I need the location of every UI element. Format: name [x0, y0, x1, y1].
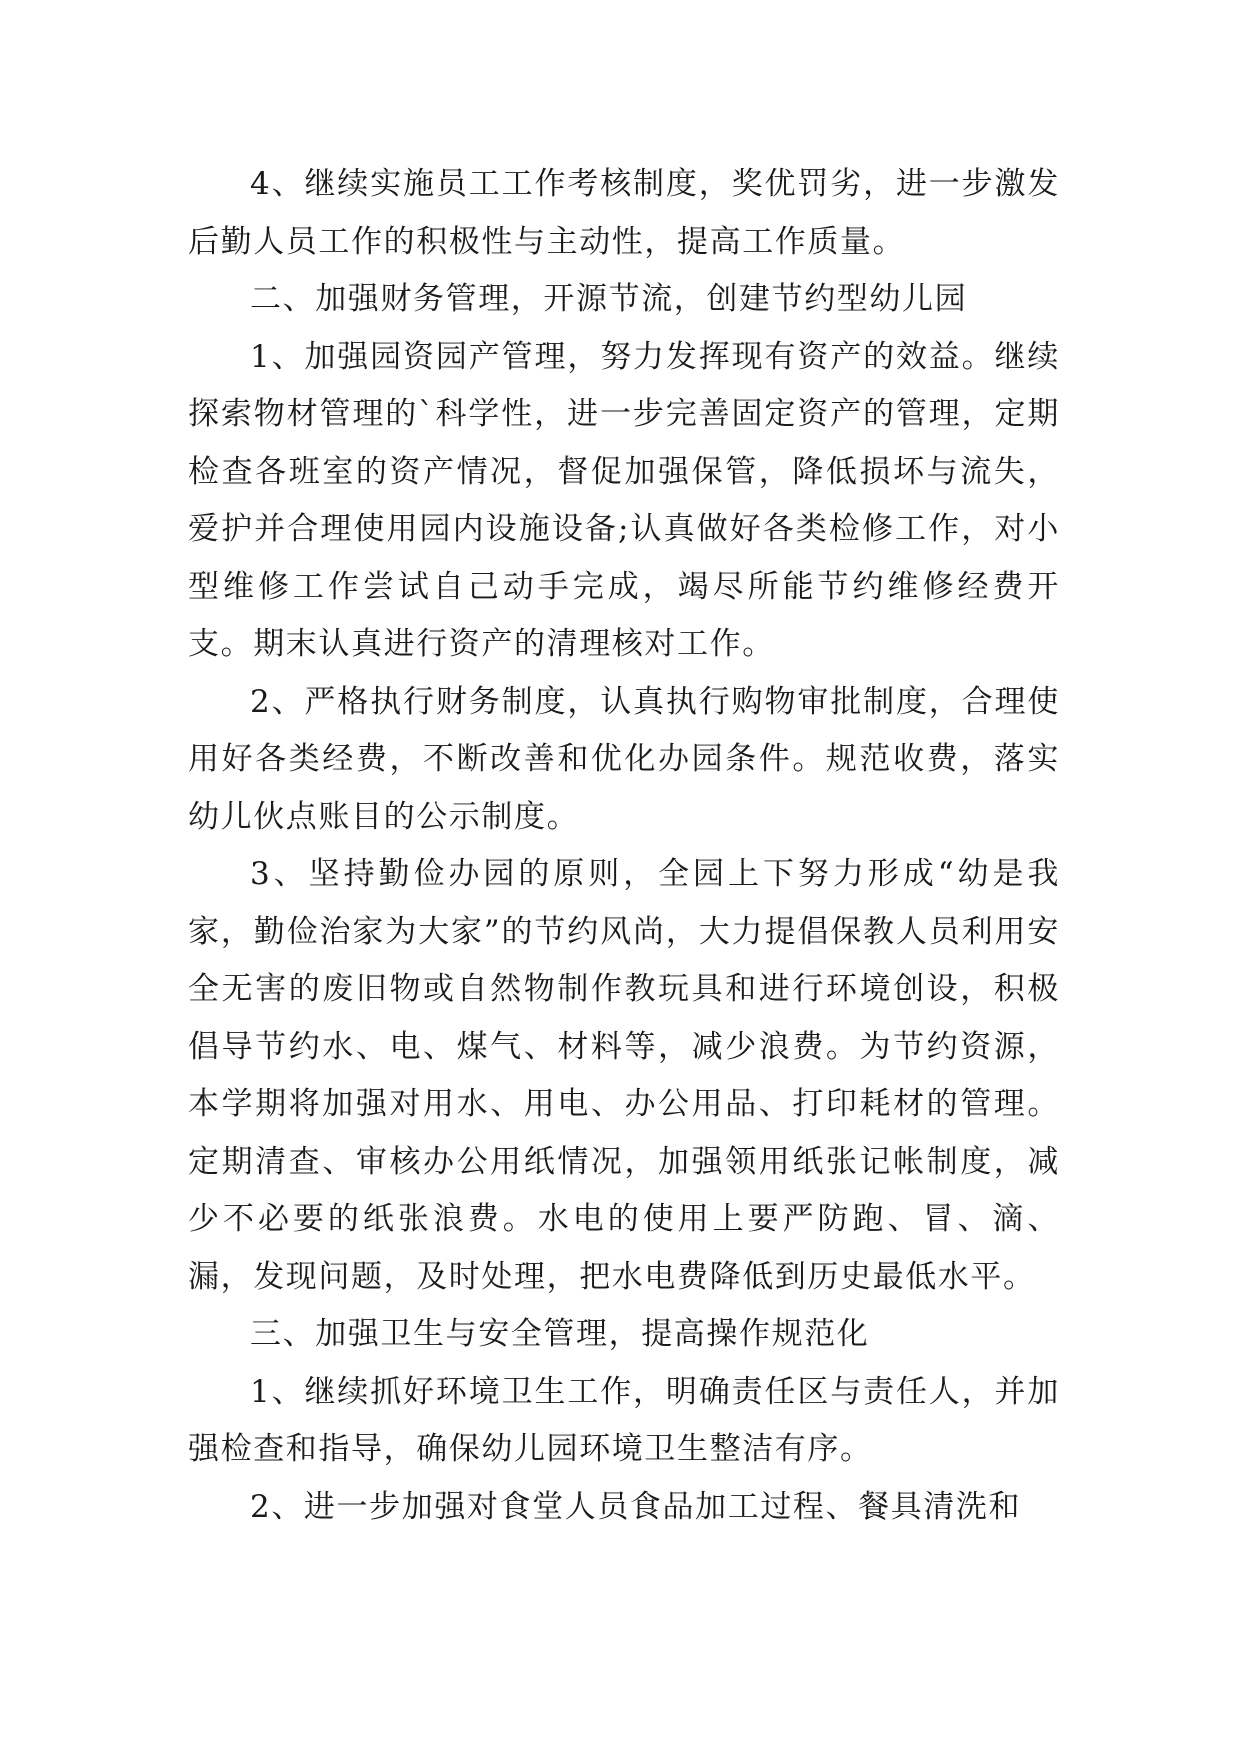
paragraph-item-3-thrift: 3、坚持勤俭办园的原则，全园上下努力形成“幼是我家，勤俭治家为大家”的节约风尚，大力提倡保教人员利用安全无害的废旧物或自然物制作教玩具和进行环境创设，积极倡导节约水、电、煤气、材料等，减少浪费。为节约资源，本学期将加强对用水、用电、办公用品、打印耗材的管理。定期清查、审核办公用纸情况，加强领用纸张记帐制度，减少不必要的纸张浪费。水电的使用上要严防跑、冒、滴、漏，发现问题，及时处理，把水电费降低到历史最低水平。	[188, 856, 1060, 1295]
section-heading-finance: 二、加强财务管理，开源节流，创建节约型幼儿园	[250, 281, 968, 317]
section-heading-hygiene-safety: 三、加强卫生与安全管理，提高操作规范化	[250, 1316, 870, 1352]
paragraph-item-1-asset-management: 1、加强园资园产管理，努力发挥现有资产的效益。继续探索物材管理的`科学性，进一步完善固定资产的管理，定期检查各班室的资产情况，督促加强保管，降低损坏与流失，爱护并合理使用园内设施设备;认真做好各类检修工作，对小型维修工作尝试自己动手完成，竭尽所能节约维修经费开支。期末认真进行资产的清理核对工作。	[188, 338, 1060, 662]
paragraph-item-2-canteen: 2、进一步加强对食堂人员食品加工过程、餐具清洗和	[250, 1488, 1022, 1525]
document-body	[188, 156, 1060, 1536]
paragraph-item-4-staff-assessment: 4、继续实施员工工作考核制度，奖优罚劣，进一步激发后勤人员工作的积极性与主动性，提高工作质量。	[188, 166, 1060, 260]
paragraph-item-1-environment-hygiene: 1、继续抓好环境卫生工作，明确责任区与责任人，并加强检查和指导，确保幼儿园环境卫生整洁有序。	[188, 1373, 1060, 1467]
paragraph-item-2-finance-rules: 2、严格执行财务制度，认真执行购物审批制度，合理使用好各类经费，不断改善和优化办园条件。规范收费，落实幼儿伙点账目的公示制度。	[188, 683, 1060, 835]
